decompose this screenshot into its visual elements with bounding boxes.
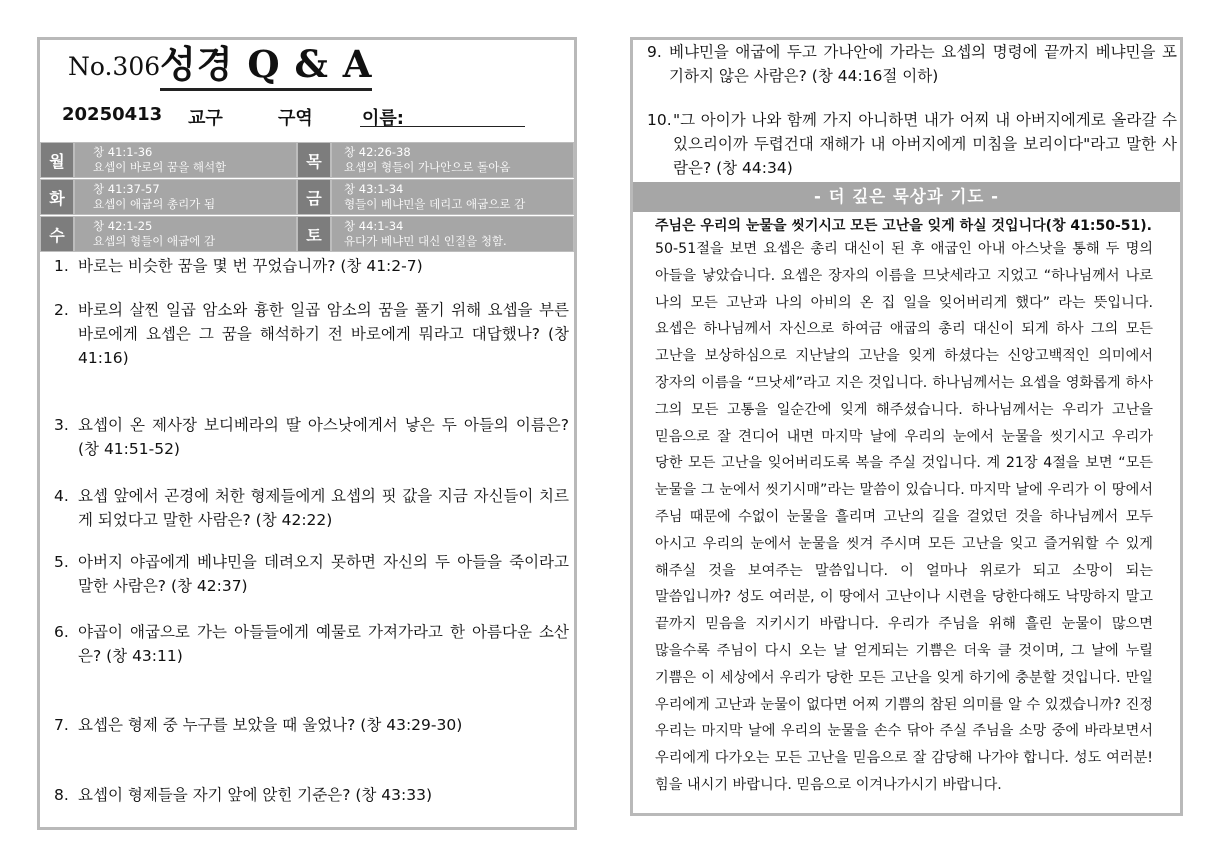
question-text: 베냐민을 애굽에 두고 가나안에 가라는 요셉의 명령에 끝까지 베냐민을 포기하지 않은 사람은? (창 44:16절 이하): [669, 43, 1177, 85]
name-blank-line: [360, 126, 525, 127]
schedule-row: [40, 216, 574, 252]
question-number: 7.: [54, 716, 69, 734]
question-number: 6.: [54, 623, 69, 641]
question-item: [647, 108, 1177, 180]
question-item: [54, 298, 569, 370]
reading-cell: [74, 216, 297, 252]
question-text: 바로는 비슷한 꿈을 몇 번 꾸었습니까? (창 41:2-7): [78, 257, 423, 275]
meditation-title: 주님은 우리의 눈물을 씻기시고 모든 고난을 잊게 하실 것입니다(창 41:50-51).: [655, 218, 1152, 234]
question-text: 아버지 야곱에게 베냐민을 데려오지 못하면 자신의 두 아들을 죽이라고 말한 사람은? (창 42:37): [78, 553, 569, 595]
reading-desc: 유다가 베냐민 대신 인질을 청함.: [344, 234, 507, 248]
question-item: [54, 413, 569, 461]
question-text: 바로의 살찐 일곱 암소와 흉한 일곱 암소의 꿈을 풀기 위해 요셉을 부른 바로에게 요셉은 그 꿈을 해석하기 전 바로에게 뭐라고 대답했나? (창 41:16): [78, 301, 569, 367]
question-number: 2.: [54, 301, 69, 319]
question-number: 4.: [54, 487, 69, 505]
question-number: 1.: [54, 257, 69, 275]
day-cell: 월: [40, 142, 74, 178]
day-cell: 목: [297, 142, 331, 178]
question-text: 요셉은 형제 중 누구를 보았을 때 울었나? (창 43:29-30): [78, 716, 463, 734]
day-cell: 화: [40, 179, 74, 215]
day-cell: 수: [40, 216, 74, 252]
reading-ref: 창 43:1-34: [344, 182, 404, 196]
question-sheet-left: [37, 37, 577, 830]
question-number: 5.: [54, 553, 69, 571]
reading-cell: [331, 216, 574, 252]
question-text: 요셉이 온 제사장 보디베라의 딸 아스낫에게서 낳은 두 아들의 이름은? (창 41:51-52): [78, 416, 569, 458]
question-text: 요셉 앞에서 곤경에 처한 형제들에게 요셉의 핏 값을 지금 자신들이 치르게 되었다고 말한 사람은? (창 42:22): [78, 487, 569, 529]
reading-cell: [74, 142, 297, 178]
date-label: 20250413: [62, 104, 163, 125]
day-cell: 토: [297, 216, 331, 252]
question-item: [647, 40, 1177, 88]
reading-desc: 요셉의 형들이 애굽에 감: [93, 234, 216, 248]
reading-ref: 창 42:1-25: [93, 219, 153, 233]
reading-ref: 창 42:26-38: [344, 145, 411, 159]
reading-desc: 요셉이 애굽의 총리가 됨: [93, 197, 216, 211]
question-item: [54, 550, 569, 598]
schedule-row: [40, 179, 574, 215]
church-label: 교구: [188, 108, 223, 129]
district-label: 구역: [278, 108, 313, 129]
reading-schedule: [40, 142, 574, 253]
reading-desc: 요셉이 바로의 꿈을 해석함: [93, 160, 227, 174]
issue-number: No.306: [68, 52, 161, 81]
question-text: "그 아이가 나와 함께 가지 아니하면 내가 어찌 내 아버지에게로 올라갈 수 있으리이까 두렵건대 재해가 내 아버지에게 미침을 보리이다"라고 말한 사람은? (창 44:34): [673, 111, 1177, 177]
day-cell: 금: [297, 179, 331, 215]
question-number: 9.: [647, 43, 662, 61]
reading-ref: 창 41:37-57: [93, 182, 160, 196]
reading-ref: 창 41:1-36: [93, 145, 153, 159]
meditation-body: 50-51절을 보면 요셉은 총리 대신이 된 후 애굽인 아내 아스낫을 통해 두 명의 아들을 낳았습니다. 요셉은 장자의 이름을 므낫세라고 지었고 “하나님께서 나로 나의 모든 고난과 나의 아비의 온 집 일을 잊어버리게 했다” 라는 뜻입니다. 요셉은 하나님께서 자신으로 하여금 애굽의 총리 대신이 되게 하사 그의 모든 고난을 보상하심으로 지난날의 고난을 잊게 하셨다는 신앙고백적인 의미에서 장자의 이름을 “므낫세”라고 지은 것입니다. 하나님께서는 요셉을 영화롭게 하사 그의 모든 고통을 일순간에 잊게 해주셨습니다. 하나님께서는 우리가 고난을 믿음으로 잘 견디어 내면 마지막 날에 우리의 눈에서 눈물을 씻기시고 우리가 당한 모든 고난을 잊어버리도록 복을 주실 것입니다. 계 21장 4절을 보면 “모든 눈물을 그 눈에서 씻기시매”라는 말씀이 있습니다. 마지막 날에 우리가 이 땅에서 주님 때문에 수없이 눈물을 흘리며 고난의 길을 걸었던 것을 하나님께서 모두 아시고 우리의 눈에서 눈물을 씻겨 주시며 모든 고난을 잊고 즐거워할 수 있게 해주실 것을 보여주는 말씀입니다. 이 얼마나 위로가 되고 소망이 되는 말씀입니까? 성도 여러분, 이 땅에서 고난이나 시련을 당한다해도 낙망하지 말고 끝까지 믿음을 지키시기 바랍니다. 우리가 주님을 위해 흘린 눈물이 많으면 많을수록 주님이 다시 오는 날 얻게되는 기쁨은 더욱 클 것이며, 그 날에 누릴 기쁨은 이 세상에서 우리가 당한 모든 고난을 잊게 하기에 충분할 것입니다. 만일 우리에게 고난과 눈물이 없다면 어찌 기쁨의 참된 의미를 알 수 있겠습니까? 진정 우리는 마지막 날에 우리의 눈물을 손수 닦아 주실 주님을 소망 중에 바라보면서 우리에게 다가오는 모든 고난을 믿음으로 잘 감당해 나가야 합니다. 성도 여러분! 힘을 내시기 바랍니다. 믿음으로 이겨나가시기 바랍니다.: [655, 241, 1153, 793]
reading-cell: [331, 179, 574, 215]
meditation-banner: - 더 깊은 묵상과 기도 -: [633, 182, 1180, 212]
reading-ref: 창 44:1-34: [344, 219, 404, 233]
question-text: 요셉이 형제들을 자기 앞에 앉힌 기준은? (창 43:33): [78, 786, 433, 804]
question-item: [54, 484, 569, 532]
question-number: 10.: [647, 111, 672, 129]
question-text: 야곱이 애굽으로 가는 아들들에게 예물로 가져가라고 한 아름다운 소산은? (창 43:11): [78, 623, 569, 665]
page-title: 성경 Q & A: [160, 40, 372, 91]
reading-desc: 형들이 베냐민을 데리고 애굽으로 감: [344, 197, 526, 211]
reading-cell: [74, 179, 297, 215]
question-number: 3.: [54, 416, 69, 434]
question-item: [54, 254, 569, 278]
reading-cell: [331, 142, 574, 178]
question-item: [54, 713, 569, 737]
name-label: 이름:: [362, 108, 404, 129]
question-number: 8.: [54, 786, 69, 804]
question-item: [54, 620, 569, 668]
question-sheet-right: [630, 37, 1183, 816]
question-item: [54, 783, 569, 807]
schedule-row: [40, 142, 574, 178]
reading-desc: 요셉의 형들이 가나안으로 돌아옴: [344, 160, 511, 174]
